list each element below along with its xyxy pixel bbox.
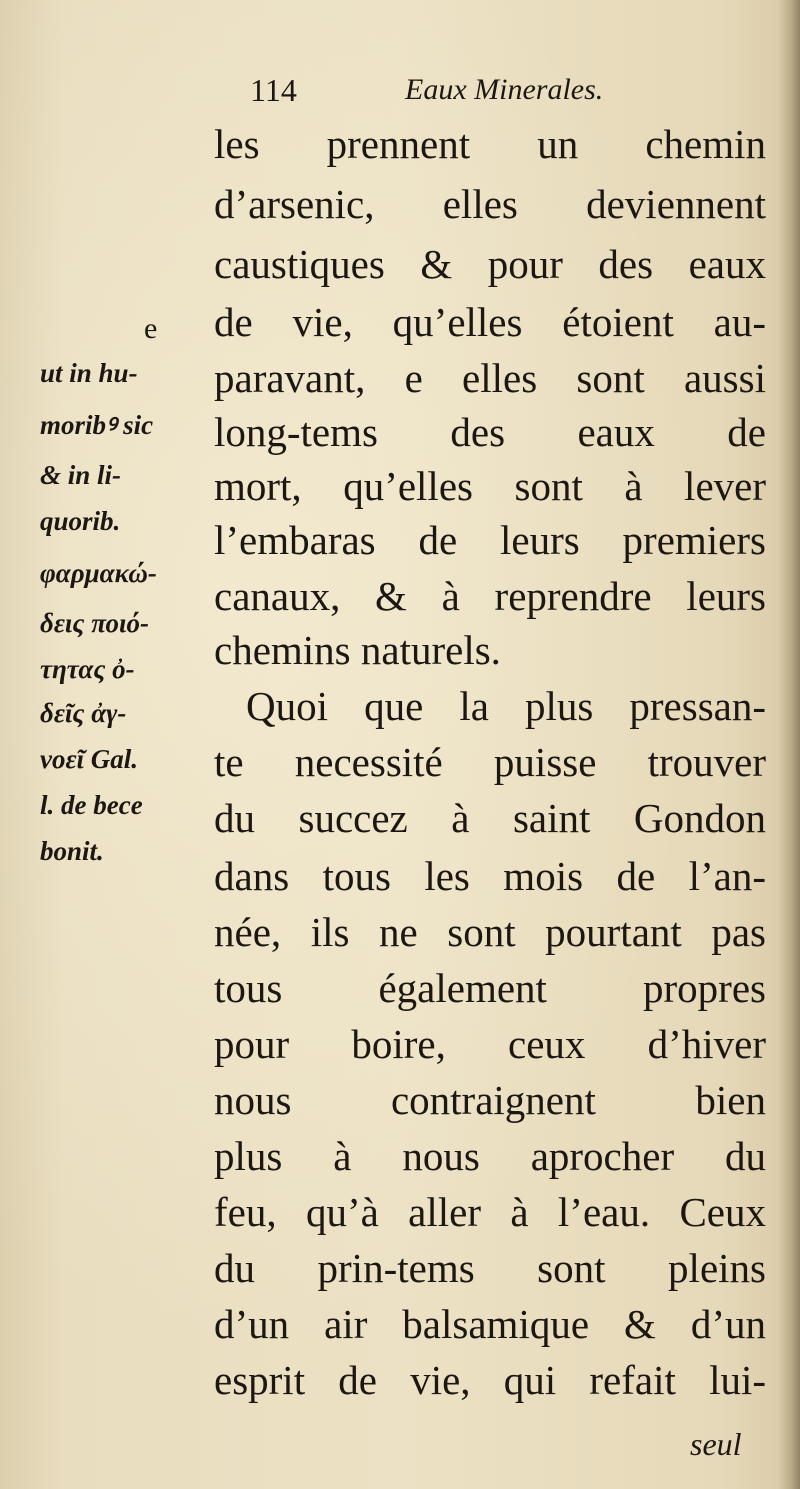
note-line: quorib. bbox=[40, 506, 121, 536]
body-line: dans tous les mois de l’an- bbox=[214, 853, 766, 899]
binding-shadow bbox=[778, 0, 800, 1489]
body-line: long-tems des eaux de bbox=[214, 409, 766, 455]
body-line: canaux, & à reprendre leurs bbox=[214, 573, 766, 619]
note-marker: e bbox=[144, 312, 158, 345]
body-line: née, ils ne sont pourtant pas bbox=[214, 909, 766, 955]
note-line: δεις ποιό- bbox=[40, 608, 150, 638]
body-line: d’un air balsamique & d’un bbox=[214, 1301, 766, 1347]
catchword: seul bbox=[690, 1426, 742, 1462]
body-line: d’arsenic, elles deviennent bbox=[214, 181, 766, 227]
running-title: Eaux Minerales. bbox=[405, 73, 604, 106]
note-line: νοεῖ Gal. bbox=[40, 744, 139, 774]
body-line: du succez à saint Gondon bbox=[214, 795, 766, 841]
body-line: les prennent un chemin bbox=[214, 121, 766, 167]
body-line: chemins naturels. bbox=[214, 627, 501, 673]
body-line: pour boire, ceux d’hiver bbox=[214, 1021, 766, 1067]
note-line: δεῖς ἀγ- bbox=[40, 698, 127, 728]
body-line: de vie, qu’elles étoient au- bbox=[214, 299, 766, 345]
body-line: plus à nous aprocher du bbox=[214, 1133, 766, 1179]
note-line: τητας ὀ- bbox=[40, 654, 135, 684]
body-line: l’embaras de leurs premiers bbox=[214, 517, 766, 563]
note-line: φαρμακώ- bbox=[40, 558, 157, 588]
note-line: ut in hu- bbox=[40, 358, 138, 388]
page-number: 114 bbox=[250, 72, 297, 108]
body-line: tous également propres bbox=[214, 965, 766, 1011]
body-line: te necessité puisse trouver bbox=[214, 739, 766, 785]
note-line: bonit. bbox=[40, 836, 104, 866]
body-line: esprit de vie, qui refait lui- bbox=[214, 1357, 766, 1403]
body-line: Quoi que la plus pressan- bbox=[246, 683, 766, 729]
body-line: nous contraignent bien bbox=[214, 1077, 766, 1123]
body-line: paravant, e elles sont aussi bbox=[214, 355, 766, 401]
note-line: moribꝰ sic bbox=[40, 410, 154, 440]
body-line: du prin-tems sont pleins bbox=[214, 1245, 766, 1291]
body-line: caustiques & pour des eaux bbox=[214, 241, 766, 287]
note-line: l. de bece bbox=[40, 790, 143, 820]
note-line: & in li- bbox=[40, 460, 122, 490]
body-line: feu, qu’à aller à l’eau. Ceux bbox=[214, 1189, 766, 1235]
running-head bbox=[250, 70, 770, 110]
body-line: mort, qu’elles sont à lever bbox=[214, 463, 766, 509]
